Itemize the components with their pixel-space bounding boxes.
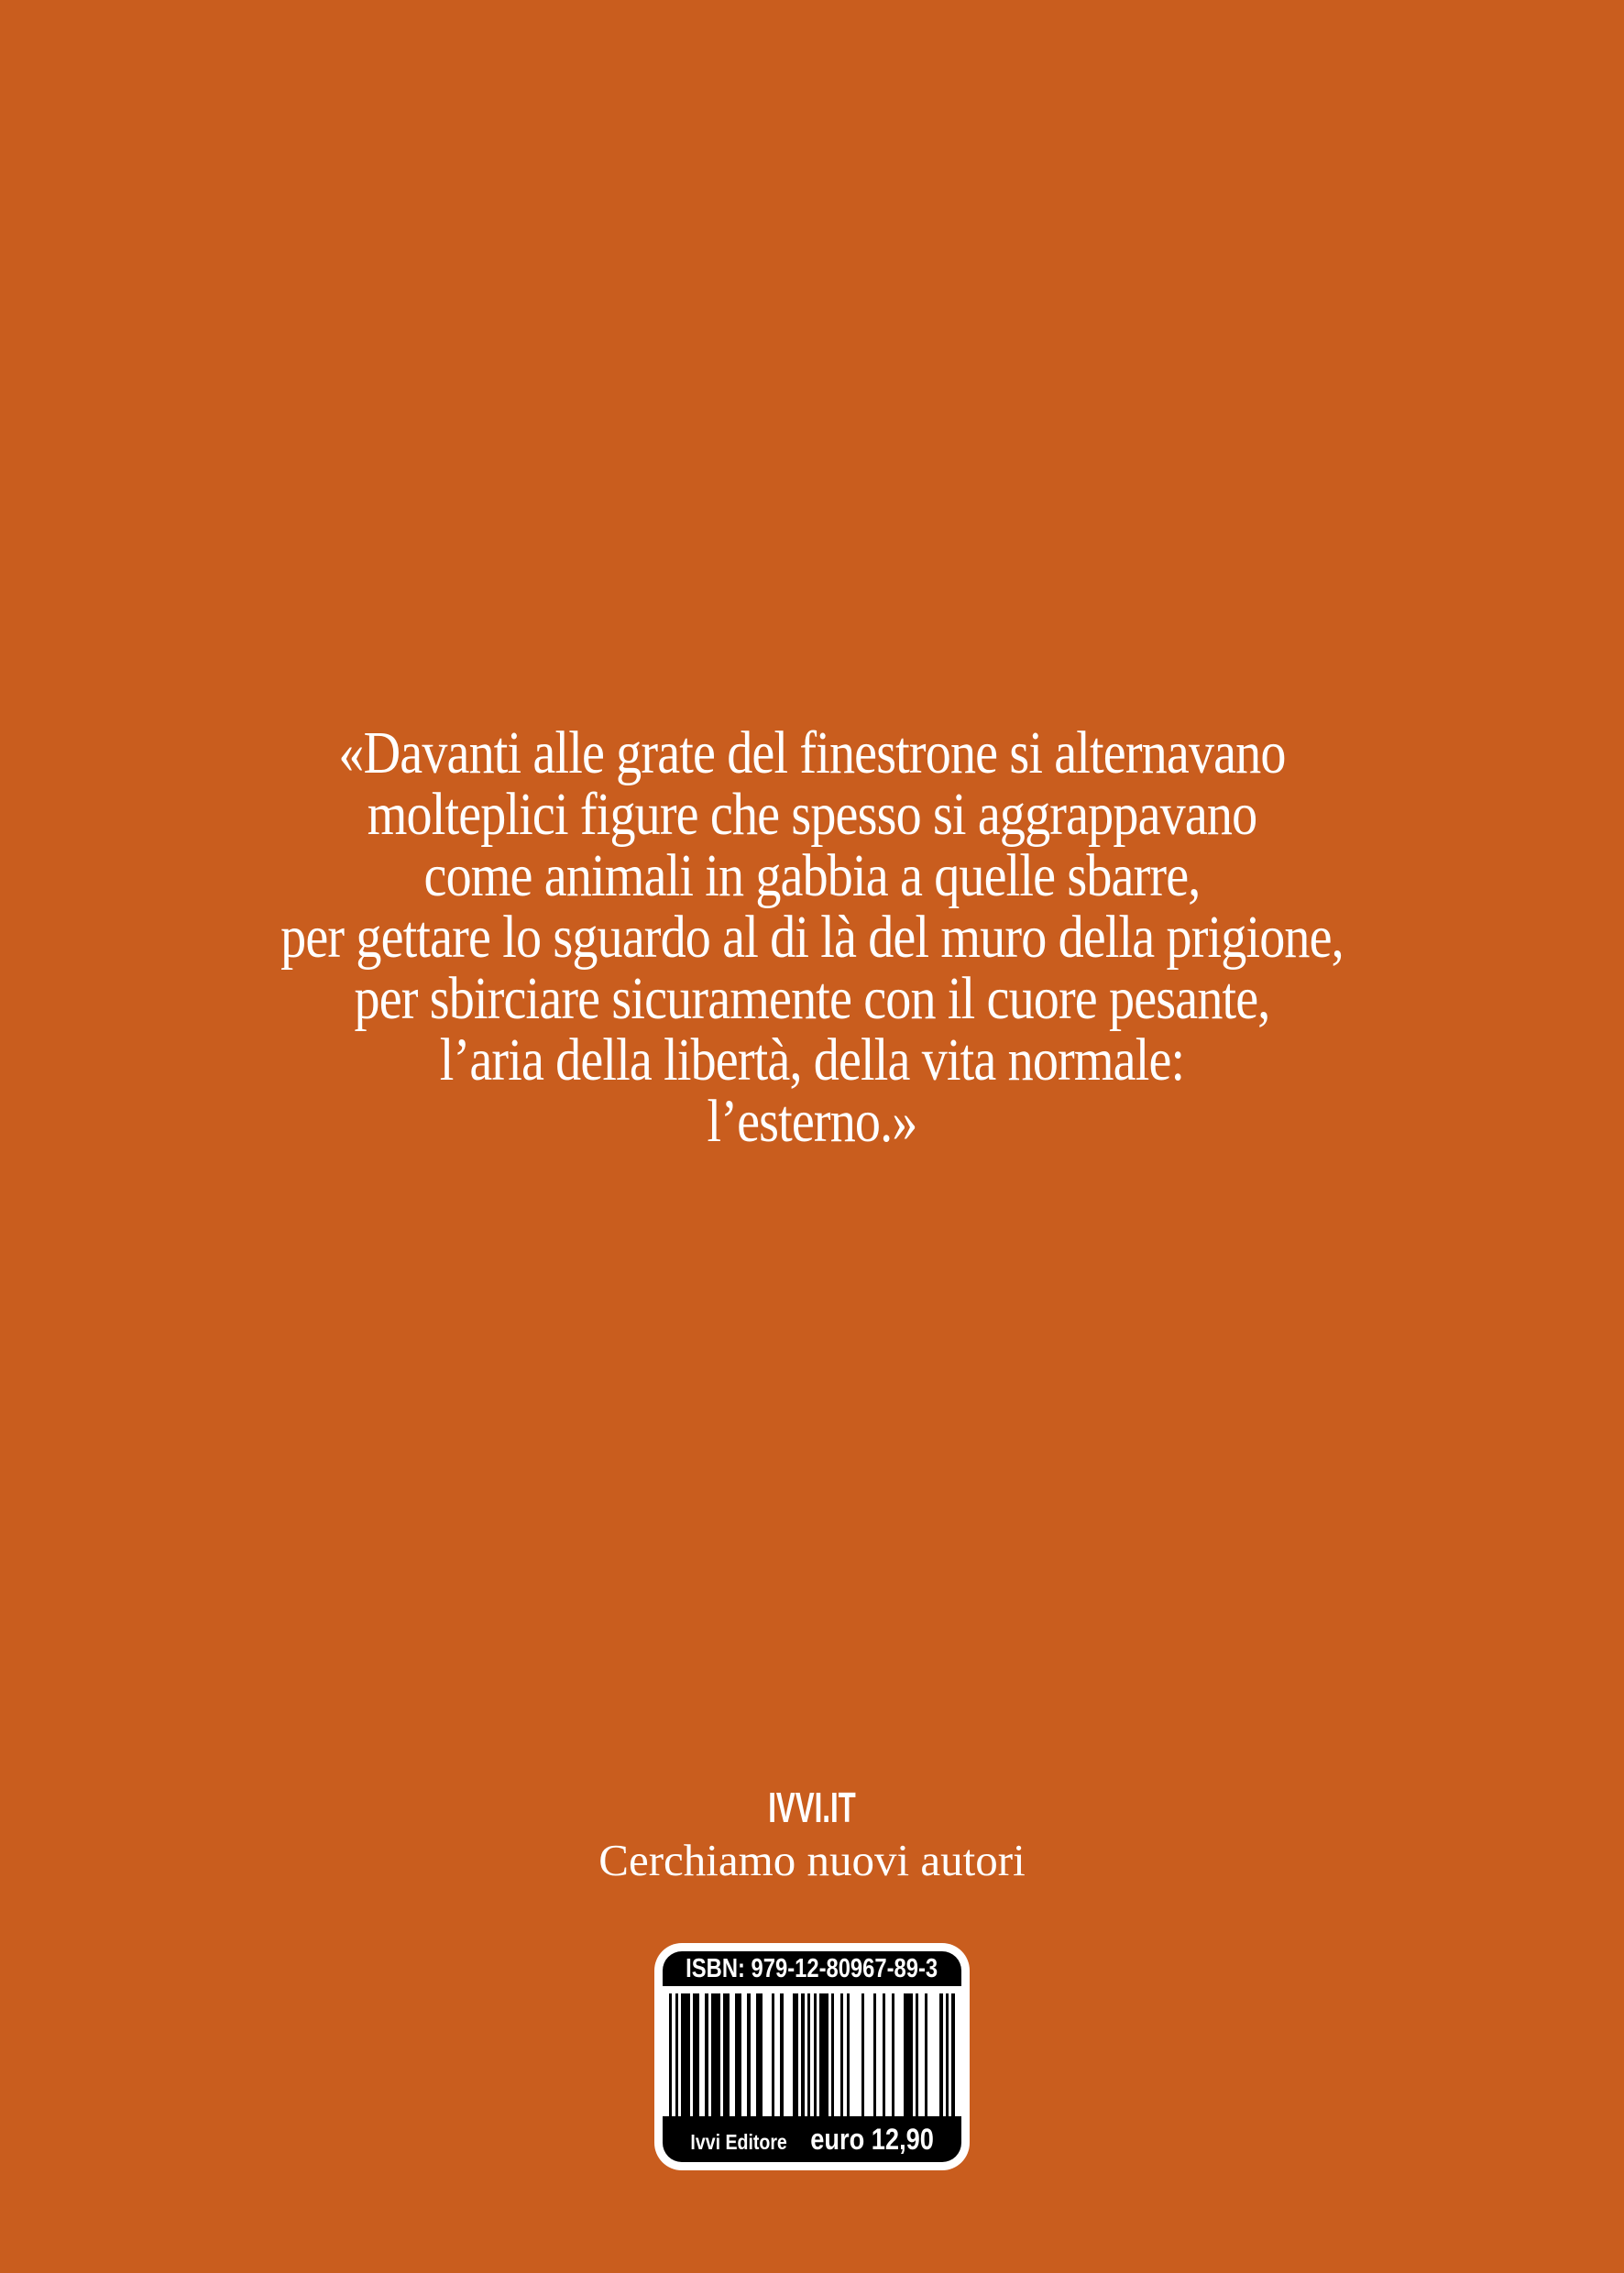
barcode-module xyxy=(951,1993,954,2116)
publisher-tagline: Cerchiamo nuovi autori xyxy=(598,1835,1026,1885)
quote-line: l’esterno.» xyxy=(707,1088,917,1155)
quote-line: «Davanti alle grate del finestrone si alternavano xyxy=(338,719,1286,786)
quote-line: molteplici figure che spesso si aggrappavano xyxy=(367,781,1257,848)
barcode-bars xyxy=(663,1986,961,2116)
publisher-name-label: Ivvi Editore xyxy=(690,2129,787,2154)
isbn-bar xyxy=(663,1951,961,1986)
back-cover-quote xyxy=(122,719,1502,1155)
price-label: euro 12,90 xyxy=(810,2122,934,2156)
barcode-badge xyxy=(654,1943,970,2170)
publisher-website: IVVI.IT xyxy=(768,1784,856,1831)
barcode-footer-bar xyxy=(663,2116,961,2162)
isbn-label: ISBN: 979-12-80967-89-3 xyxy=(686,1953,938,1983)
quote-line: l’aria della libertà, della vita normale: xyxy=(439,1027,1185,1093)
quote-line: per sbirciare sicuramente con il cuore pesante, xyxy=(354,965,1270,1032)
quote-line: come animali in gabbia a quelle sbarre, xyxy=(423,842,1201,909)
barcode-footer-row xyxy=(690,2123,933,2157)
quote-line: per gettare lo sguardo al di là del muro della prigione, xyxy=(280,904,1344,971)
